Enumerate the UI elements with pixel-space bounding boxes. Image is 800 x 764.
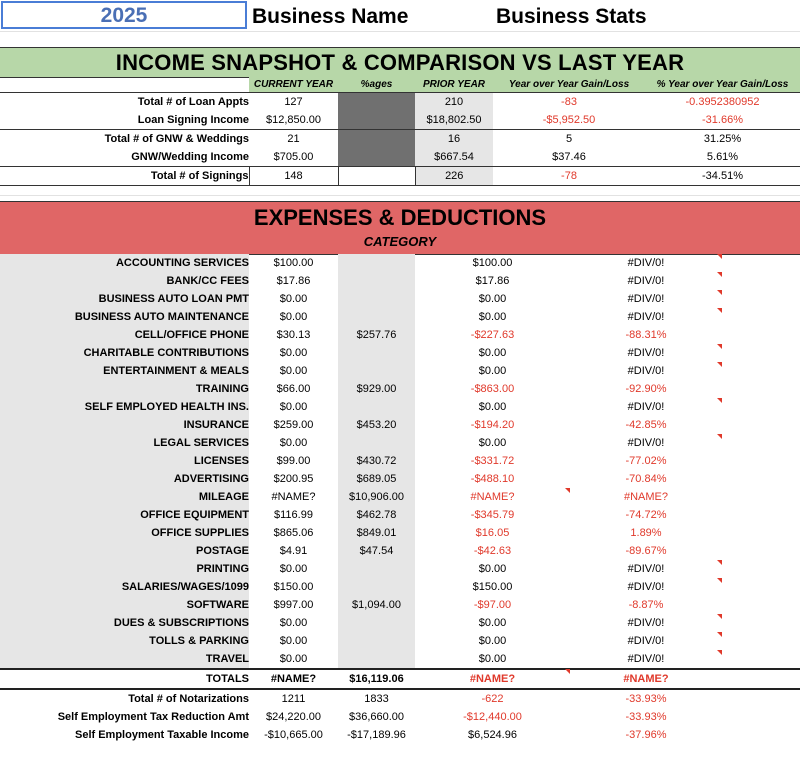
pct-cell[interactable]: -8.87% bbox=[628, 599, 664, 611]
row-label[interactable]: SALARIES/WAGES/1099 bbox=[0, 578, 249, 596]
blank-cell[interactable] bbox=[722, 434, 800, 452]
prior-year-cell[interactable]: -$17,189.96 bbox=[338, 726, 415, 744]
pct-cell[interactable]: #DIV/0! bbox=[627, 275, 665, 287]
current-year-cell[interactable]: $0.00 bbox=[279, 401, 308, 413]
income-row bbox=[0, 148, 800, 167]
gain-loss-cell[interactable]: $17.86 bbox=[475, 275, 510, 287]
expense-row bbox=[0, 272, 800, 290]
gain-loss-cell[interactable]: $0.00 bbox=[478, 617, 507, 629]
gridline bbox=[0, 195, 800, 196]
pct-cell[interactable]: -37.96% bbox=[625, 729, 667, 741]
comment-marker-icon[interactable] bbox=[565, 669, 570, 674]
prior-year-cell[interactable] bbox=[338, 650, 415, 669]
row-label[interactable]: Total # of Loan Appts bbox=[137, 96, 249, 108]
current-year-cell[interactable]: $997.00 bbox=[273, 599, 314, 611]
gain-loss-cell[interactable]: -78 bbox=[561, 170, 577, 182]
row-label[interactable]: TRAINING bbox=[0, 380, 249, 398]
blank-cell[interactable] bbox=[722, 254, 800, 272]
expense-row bbox=[0, 650, 800, 669]
prior-year-cell[interactable]: $689.05 bbox=[338, 470, 415, 488]
gain-loss-cell[interactable]: -$12,440.00 bbox=[463, 711, 522, 723]
prior-year-cell[interactable]: $1,094.00 bbox=[338, 596, 415, 614]
pct-cell[interactable]: -77.02% bbox=[625, 455, 667, 467]
gain-loss-cell[interactable]: $0.00 bbox=[478, 437, 507, 449]
row-label[interactable]: GNW/Wedding Income bbox=[131, 151, 249, 163]
gain-loss-cell[interactable]: $0.00 bbox=[478, 293, 507, 305]
comment-marker-icon[interactable] bbox=[717, 632, 722, 637]
comment-marker-icon[interactable] bbox=[717, 578, 722, 583]
row-label[interactable]: BUSINESS AUTO MAINTENANCE bbox=[0, 308, 249, 326]
current-year-cell[interactable]: $0.00 bbox=[279, 293, 308, 305]
current-year-cell[interactable]: $0.00 bbox=[279, 617, 308, 629]
gain-loss-cell[interactable]: $0.00 bbox=[478, 635, 507, 647]
row-label[interactable]: ENTERTAINMENT & MEALS bbox=[0, 362, 249, 380]
blank-cell[interactable] bbox=[722, 470, 800, 488]
current-year-cell[interactable]: $66.00 bbox=[276, 383, 311, 395]
blank-cell[interactable] bbox=[722, 416, 800, 434]
row-label[interactable]: BANK/CC FEES bbox=[0, 272, 249, 290]
blank-cell[interactable] bbox=[722, 380, 800, 398]
expense-row bbox=[0, 362, 800, 380]
current-year-cell[interactable]: $0.00 bbox=[279, 437, 308, 449]
col-header-yoy-gain-loss[interactable]: Year over Year Gain/Loss bbox=[493, 77, 645, 92]
comment-marker-icon[interactable] bbox=[717, 254, 722, 259]
blank-cell[interactable] bbox=[722, 708, 800, 726]
blank-cell[interactable] bbox=[722, 689, 800, 708]
summary-row bbox=[0, 689, 800, 708]
prior-year-cell[interactable] bbox=[338, 290, 415, 308]
prior-year-cell[interactable] bbox=[338, 614, 415, 632]
comment-marker-icon[interactable] bbox=[717, 398, 722, 403]
pct-cell[interactable]: #NAME? bbox=[623, 673, 669, 685]
prior-year-cell[interactable]: $453.20 bbox=[338, 416, 415, 434]
blank-cell[interactable] bbox=[722, 452, 800, 470]
prior-year-cell[interactable]: 210 bbox=[415, 93, 493, 112]
row-label[interactable]: CELL/OFFICE PHONE bbox=[0, 326, 249, 344]
row-label[interactable]: ADVERTISING bbox=[0, 470, 249, 488]
blank-cell[interactable] bbox=[722, 560, 800, 578]
pct-cell[interactable]: #DIV/0! bbox=[627, 653, 665, 665]
expense-row bbox=[0, 560, 800, 578]
income-row bbox=[0, 130, 800, 149]
prior-year-cell[interactable]: $257.76 bbox=[338, 326, 415, 344]
prior-year-cell[interactable]: $47.54 bbox=[338, 542, 415, 560]
blank-cell[interactable] bbox=[722, 524, 800, 542]
row-label[interactable]: OFFICE EQUIPMENT bbox=[0, 506, 249, 524]
pct-cell[interactable]: #DIV/0! bbox=[627, 293, 665, 305]
gain-loss-cell[interactable]: $16.05 bbox=[475, 527, 510, 539]
summary-row bbox=[0, 708, 800, 726]
comment-marker-icon[interactable] bbox=[717, 290, 722, 295]
comment-marker-icon[interactable] bbox=[565, 488, 570, 493]
income-row bbox=[0, 111, 800, 130]
current-year-cell[interactable]: #NAME? bbox=[270, 673, 317, 685]
totals-row bbox=[0, 669, 800, 689]
percent-cell[interactable] bbox=[338, 111, 415, 130]
row-label[interactable]: LICENSES bbox=[0, 452, 249, 470]
gain-loss-cell[interactable]: $150.00 bbox=[472, 581, 513, 593]
pct-cell[interactable]: #DIV/0! bbox=[627, 617, 665, 629]
gain-loss-cell[interactable]: -$97.00 bbox=[473, 599, 512, 611]
col-header-current-year[interactable]: CURRENT YEAR bbox=[249, 77, 338, 92]
income-row bbox=[0, 167, 800, 186]
pct-cell[interactable]: -31.66% bbox=[702, 114, 743, 126]
current-year-cell[interactable]: $24,220.00 bbox=[265, 711, 322, 723]
comment-marker-icon[interactable] bbox=[717, 434, 722, 439]
gain-loss-cell[interactable]: -$331.72 bbox=[470, 455, 515, 467]
expenses-body bbox=[0, 254, 800, 744]
row-label[interactable]: Total # of Notarizations bbox=[0, 689, 249, 708]
prior-year-cell[interactable]: $849.01 bbox=[338, 524, 415, 542]
pct-cell[interactable]: -88.31% bbox=[625, 329, 667, 341]
current-year-cell[interactable]: -$10,665.00 bbox=[264, 729, 323, 741]
pct-cell[interactable]: 1.89% bbox=[630, 527, 662, 539]
percent-cell[interactable] bbox=[338, 130, 415, 149]
prior-year-cell[interactable] bbox=[338, 434, 415, 452]
prior-year-cell[interactable] bbox=[338, 632, 415, 650]
expense-row bbox=[0, 434, 800, 452]
current-year-cell[interactable]: $865.06 bbox=[273, 527, 314, 539]
expense-row bbox=[0, 290, 800, 308]
prior-year-cell[interactable]: $10,906.00 bbox=[338, 488, 415, 506]
pct-cell[interactable]: #DIV/0! bbox=[627, 311, 665, 323]
blank-cell[interactable] bbox=[722, 344, 800, 362]
current-year-cell[interactable]: $99.00 bbox=[276, 455, 311, 467]
pct-cell[interactable]: -89.67% bbox=[625, 545, 667, 557]
prior-year-cell[interactable]: $667.54 bbox=[415, 148, 493, 167]
expense-row bbox=[0, 326, 800, 344]
pct-cell[interactable]: -33.93% bbox=[625, 693, 667, 705]
current-year-cell[interactable]: 21 bbox=[287, 133, 300, 145]
prior-year-cell[interactable]: $18,802.50 bbox=[415, 111, 493, 130]
row-label[interactable]: POSTAGE bbox=[0, 542, 249, 560]
blank-cell[interactable] bbox=[722, 308, 800, 326]
prior-year-cell[interactable] bbox=[338, 362, 415, 380]
row-label[interactable]: PRINTING bbox=[0, 560, 249, 578]
blank-cell[interactable] bbox=[722, 669, 800, 689]
comment-marker-icon[interactable] bbox=[717, 344, 722, 349]
pct-cell[interactable]: #DIV/0! bbox=[627, 257, 665, 269]
expense-row bbox=[0, 452, 800, 470]
business-stats-cell[interactable]: Business Stats bbox=[496, 5, 647, 28]
category-label[interactable]: CATEGORY bbox=[363, 234, 437, 249]
income-row bbox=[0, 93, 800, 112]
current-year-cell[interactable]: $12,850.00 bbox=[265, 114, 322, 126]
prior-year-cell[interactable] bbox=[338, 308, 415, 326]
comment-marker-icon[interactable] bbox=[717, 308, 722, 313]
col-header-yoy-pct[interactable]: % Year over Year Gain/Loss bbox=[645, 77, 800, 92]
pct-cell[interactable]: 31.25% bbox=[703, 133, 742, 145]
prior-year-cell[interactable] bbox=[338, 272, 415, 290]
blank-cell[interactable] bbox=[722, 506, 800, 524]
row-label[interactable]: Loan Signing Income bbox=[137, 114, 249, 126]
gain-loss-cell[interactable]: -$42.63 bbox=[473, 545, 512, 557]
comment-marker-icon[interactable] bbox=[717, 614, 722, 619]
percent-cell[interactable] bbox=[338, 93, 415, 112]
current-year-cell[interactable]: $0.00 bbox=[279, 347, 308, 359]
current-year-cell[interactable]: $0.00 bbox=[279, 653, 308, 665]
gain-loss-cell[interactable]: $0.00 bbox=[478, 365, 507, 377]
pct-cell[interactable]: #DIV/0! bbox=[627, 347, 665, 359]
gridline bbox=[0, 31, 800, 32]
blank-cell[interactable] bbox=[722, 272, 800, 290]
prior-year-cell[interactable] bbox=[338, 398, 415, 416]
comment-marker-icon[interactable] bbox=[717, 650, 722, 655]
row-label[interactable]: BUSINESS AUTO LOAN PMT bbox=[0, 290, 249, 308]
prior-year-cell[interactable] bbox=[338, 560, 415, 578]
gain-loss-cell[interactable]: -$5,952.50 bbox=[542, 114, 596, 126]
percent-cell[interactable] bbox=[338, 148, 415, 167]
pct-cell[interactable]: -92.90% bbox=[625, 383, 667, 395]
blank-cell[interactable] bbox=[722, 632, 800, 650]
current-year-cell[interactable]: $0.00 bbox=[279, 365, 308, 377]
blank-cell[interactable] bbox=[722, 290, 800, 308]
expense-row bbox=[0, 632, 800, 650]
current-year-cell[interactable]: $0.00 bbox=[279, 635, 308, 647]
gain-loss-cell[interactable]: -$227.63 bbox=[470, 329, 515, 341]
row-label[interactable]: OFFICE SUPPLIES bbox=[0, 524, 249, 542]
expense-row bbox=[0, 596, 800, 614]
blank-cell[interactable] bbox=[722, 578, 800, 596]
comment-marker-icon[interactable] bbox=[717, 362, 722, 367]
gain-loss-cell[interactable]: $100.00 bbox=[472, 257, 513, 269]
pct-cell[interactable]: #NAME? bbox=[623, 491, 669, 503]
prior-year-cell[interactable] bbox=[338, 344, 415, 362]
gain-loss-cell[interactable]: -622 bbox=[481, 693, 504, 705]
prior-year-cell[interactable]: $929.00 bbox=[338, 380, 415, 398]
blank-cell[interactable] bbox=[722, 362, 800, 380]
prior-year-cell[interactable]: 226 bbox=[415, 167, 493, 186]
gain-loss-cell[interactable]: #NAME? bbox=[469, 673, 516, 685]
comment-marker-icon[interactable] bbox=[717, 272, 722, 277]
gain-loss-cell[interactable]: 5 bbox=[565, 133, 573, 145]
current-year-cell[interactable]: $100.00 bbox=[273, 257, 314, 269]
expense-row bbox=[0, 506, 800, 524]
current-year-cell[interactable]: 1211 bbox=[281, 693, 306, 705]
expense-row bbox=[0, 380, 800, 398]
expense-row bbox=[0, 488, 800, 506]
row-label[interactable]: LEGAL SERVICES bbox=[0, 434, 249, 452]
gain-loss-cell[interactable]: $0.00 bbox=[478, 311, 507, 323]
blank-cell[interactable] bbox=[722, 596, 800, 614]
expense-row bbox=[0, 416, 800, 434]
expenses-table bbox=[0, 254, 800, 744]
gain-loss-cell[interactable]: -$863.00 bbox=[470, 383, 515, 395]
row-label[interactable]: ACCOUNTING SERVICES bbox=[0, 254, 249, 272]
comment-marker-icon[interactable] bbox=[717, 560, 722, 565]
prior-year-cell[interactable]: $36,660.00 bbox=[338, 708, 415, 726]
current-year-cell[interactable]: $0.00 bbox=[279, 311, 308, 323]
row-label[interactable]: SELF EMPLOYED HEALTH INS. bbox=[0, 398, 249, 416]
expense-row bbox=[0, 254, 800, 272]
row-label[interactable]: Total # of Signings bbox=[0, 167, 249, 186]
pct-cell[interactable]: #DIV/0! bbox=[627, 563, 665, 575]
pct-cell[interactable]: -34.51% bbox=[702, 170, 743, 182]
col-header-percentages[interactable]: %ages bbox=[338, 77, 415, 92]
gain-loss-cell[interactable]: -$488.10 bbox=[470, 473, 515, 485]
current-year-cell[interactable]: #NAME? bbox=[271, 491, 316, 503]
pct-cell[interactable]: 5.61% bbox=[706, 151, 739, 163]
pct-cell[interactable]: #DIV/0! bbox=[627, 635, 665, 647]
blank-cell[interactable] bbox=[722, 398, 800, 416]
row-label[interactable]: Self Employment Taxable Income bbox=[0, 726, 249, 744]
current-year-cell[interactable]: $116.99 bbox=[274, 509, 313, 521]
row-label[interactable]: TOLLS & PARKING bbox=[0, 632, 249, 650]
gain-loss-cell[interactable]: $0.00 bbox=[478, 563, 507, 575]
blank-cell[interactable] bbox=[722, 326, 800, 344]
prior-year-cell[interactable]: 1833 bbox=[338, 689, 415, 708]
business-name-cell[interactable]: Business Name bbox=[252, 5, 409, 28]
gain-loss-cell[interactable]: $37.46 bbox=[552, 151, 586, 163]
gain-loss-cell[interactable]: -$194.20 bbox=[470, 419, 515, 431]
expense-row bbox=[0, 614, 800, 632]
blank-cell[interactable] bbox=[722, 488, 800, 506]
row-label[interactable]: TRAVEL bbox=[0, 650, 249, 669]
row-label[interactable]: DUES & SUBSCRIPTIONS bbox=[0, 614, 249, 632]
row-label[interactable]: Self Employment Tax Reduction Amt bbox=[0, 708, 249, 726]
row-label[interactable]: SOFTWARE bbox=[0, 596, 249, 614]
pct-cell[interactable]: -0.3952380952 bbox=[685, 96, 760, 108]
prior-year-cell[interactable]: 16 bbox=[415, 130, 493, 149]
expense-row bbox=[0, 470, 800, 488]
pct-cell[interactable]: #DIV/0! bbox=[627, 401, 665, 413]
expense-row bbox=[0, 578, 800, 596]
current-year-cell[interactable]: $0.00 bbox=[279, 563, 308, 575]
pct-cell[interactable]: -33.93% bbox=[625, 711, 667, 723]
current-year-cell[interactable]: 148 bbox=[249, 167, 338, 186]
gain-loss-cell[interactable]: #NAME? bbox=[470, 491, 515, 503]
prior-year-cell[interactable]: $16,119.06 bbox=[338, 669, 415, 689]
row-label[interactable]: MILEAGE bbox=[0, 488, 249, 506]
gain-loss-cell[interactable]: -83 bbox=[561, 96, 577, 108]
expense-row bbox=[0, 398, 800, 416]
expense-row bbox=[0, 524, 800, 542]
pct-cell[interactable]: #DIV/0! bbox=[627, 437, 665, 449]
prior-year-cell[interactable] bbox=[338, 578, 415, 596]
expenses-title[interactable]: EXPENSES & DEDUCTIONS bbox=[253, 205, 547, 230]
current-year-cell[interactable]: $30.13 bbox=[276, 329, 311, 341]
col-header-prior-year[interactable]: PRIOR YEAR bbox=[415, 77, 493, 92]
row-label[interactable]: TOTALS bbox=[0, 669, 249, 689]
gain-loss-cell[interactable]: $0.00 bbox=[478, 401, 507, 413]
expense-row bbox=[0, 308, 800, 326]
percent-cell[interactable] bbox=[338, 167, 415, 186]
prior-year-cell[interactable] bbox=[338, 254, 415, 272]
year-cell[interactable]: 2025 bbox=[1, 1, 247, 29]
pct-cell[interactable]: -70.84% bbox=[625, 473, 667, 485]
current-year-cell[interactable]: $705.00 bbox=[273, 151, 314, 163]
pct-cell[interactable]: -42.85% bbox=[625, 419, 667, 431]
row-label[interactable]: Total # of GNW & Weddings bbox=[104, 133, 249, 145]
current-year-cell[interactable]: $4.91 bbox=[279, 545, 308, 557]
pct-cell[interactable]: #DIV/0! bbox=[627, 365, 665, 377]
current-year-cell[interactable]: $150.00 bbox=[273, 581, 314, 593]
pct-cell[interactable]: -74.72% bbox=[625, 509, 667, 521]
gain-loss-cell[interactable]: $0.00 bbox=[478, 653, 507, 665]
blank-cell[interactable] bbox=[722, 726, 800, 744]
blank-cell[interactable] bbox=[722, 614, 800, 632]
current-year-cell[interactable]: 127 bbox=[284, 96, 303, 108]
gain-loss-cell[interactable]: $0.00 bbox=[478, 347, 507, 359]
blank-cell[interactable] bbox=[722, 542, 800, 560]
expense-row bbox=[0, 542, 800, 560]
prior-year-cell[interactable]: $430.72 bbox=[338, 452, 415, 470]
blank-cell[interactable] bbox=[722, 650, 800, 669]
current-year-cell[interactable]: $259.00 bbox=[273, 419, 314, 431]
row-label[interactable]: INSURANCE bbox=[0, 416, 249, 434]
income-title[interactable]: INCOME SNAPSHOT & COMPARISON VS LAST YEAR bbox=[0, 47, 800, 78]
row-label[interactable]: CHARITABLE CONTRIBUTIONS bbox=[0, 344, 249, 362]
income-table bbox=[0, 92, 800, 186]
prior-year-cell[interactable]: $462.78 bbox=[338, 506, 415, 524]
expenses-banner bbox=[0, 201, 800, 255]
gain-loss-cell[interactable]: $6,524.96 bbox=[468, 729, 517, 741]
pct-cell[interactable]: #DIV/0! bbox=[627, 581, 665, 593]
summary-row bbox=[0, 726, 800, 744]
current-year-cell[interactable]: $200.95 bbox=[273, 473, 314, 485]
expense-row bbox=[0, 344, 800, 362]
current-year-cell[interactable]: $17.86 bbox=[276, 275, 311, 287]
gain-loss-cell[interactable]: -$345.79 bbox=[470, 509, 515, 521]
top-header bbox=[0, 0, 800, 32]
